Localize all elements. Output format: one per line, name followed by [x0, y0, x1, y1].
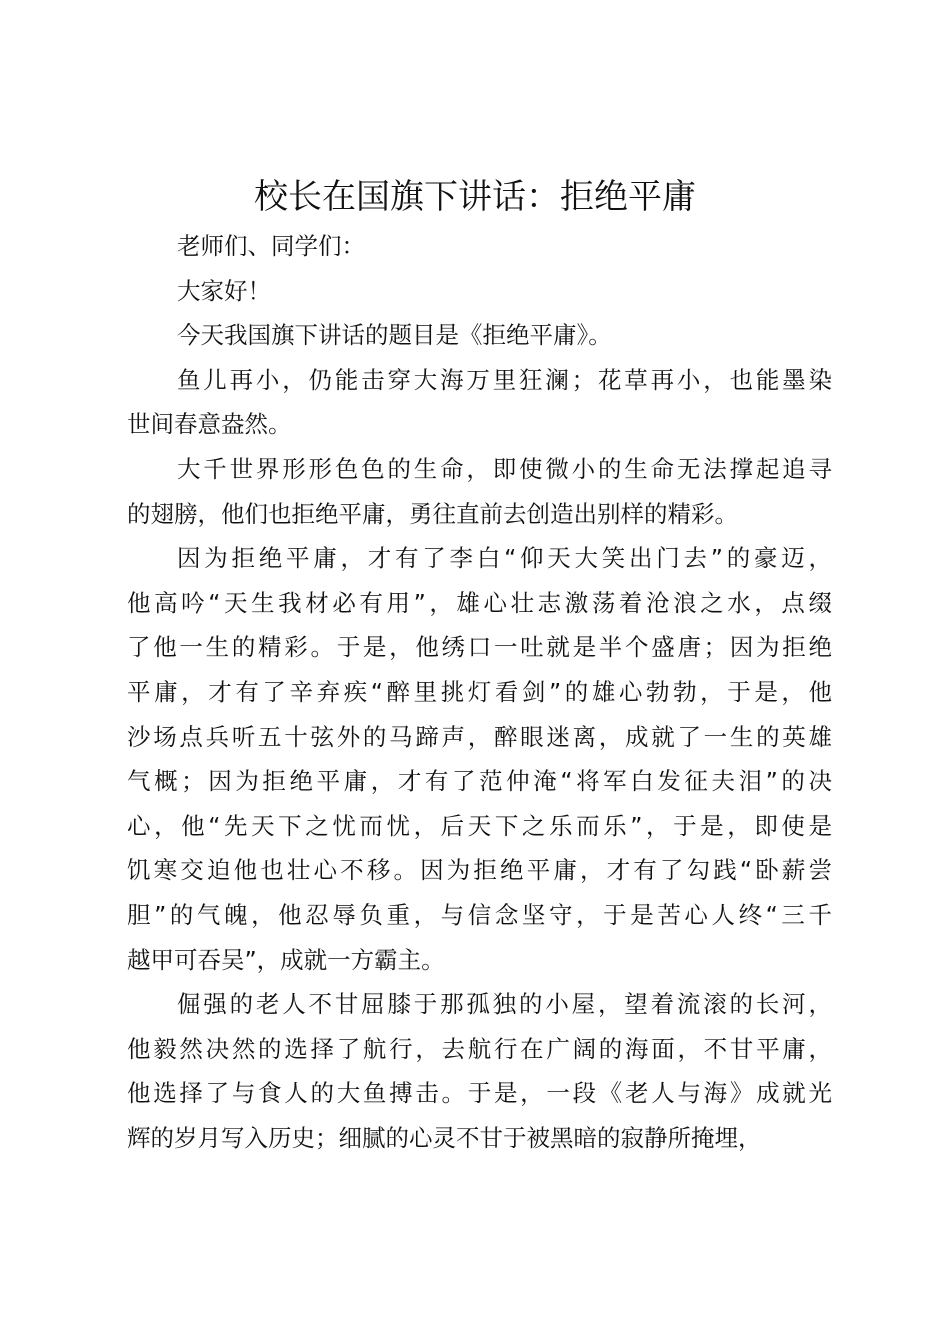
paragraph-line: 今天我国旗下讲话的题目是《拒绝平庸》。 [177, 321, 612, 350]
paragraph-line: 饥寒交迫他也壮心不移。因为拒绝平庸，才有了勾践“卧薪尝 [127, 856, 832, 885]
paragraph [127, 982, 832, 1160]
paragraph [127, 358, 832, 447]
document-title: 校长在国旗下讲话：拒绝平庸 [254, 177, 696, 217]
paragraph [127, 313, 832, 358]
paragraph-line: 大千世界形形色色的生命，即使微小的生命无法撑起追寻 [177, 454, 832, 483]
paragraph-line: 大家好！ [177, 276, 271, 305]
paragraph [127, 447, 832, 536]
paragraph-line: 心，他“先天下之忧而忧，后天下之乐而乐”，于是，即使是 [127, 811, 832, 840]
paragraph-line: 因为拒绝平庸，才有了李白“仰天大笑出门去”的豪迈， [177, 544, 832, 573]
paragraph-line: 世间春意盎然。 [127, 410, 292, 439]
paragraph [127, 269, 832, 314]
paragraph-line: 越甲可吞吴”，成就一方霸主。 [127, 945, 445, 974]
paragraph-line: 了他一生的精彩。于是，他绣口一吐就是半个盛唐；因为拒绝 [127, 633, 832, 662]
paragraph-line: 倔强的老人不甘屈膝于那孤独的小屋，望着流滚的长河， [177, 990, 832, 1019]
paragraph-line: 他高吟“天生我材必有用”，雄心壮志激荡着沧浪之水，点缀 [127, 588, 832, 617]
paragraph-line: 老师们、同学们： [177, 232, 365, 260]
paragraph-line: 平庸，才有了辛弃疾“醉里挑灯看剑”的雄心勃勃，于是，他 [127, 677, 832, 706]
paragraph [127, 224, 832, 269]
paragraph-line: 他选择了与食人的大鱼搏击。于是，一段《老人与海》成就光 [127, 1079, 832, 1108]
paragraph [127, 536, 832, 982]
paragraph-line: 气概；因为拒绝平庸，才有了范仲淹“将军白发征夫泪”的决 [127, 767, 832, 796]
paragraph-line: 辉的岁月写入历史；细腻的心灵不甘于被黑暗的寂静所掩埋， [127, 1123, 762, 1152]
paragraph-line: 沙场点兵听五十弦外的马蹄声，醉眼迷离，成就了一生的英雄 [127, 722, 832, 751]
paragraph-line: 鱼儿再小，仍能击穿大海万里狂澜；花草再小，也能墨染 [177, 365, 832, 394]
document-body [127, 224, 832, 1160]
paragraph-line: 胆”的气魄，他忍辱负重，与信念坚守，于是苦心人终“三千 [127, 900, 832, 929]
paragraph-line: 的翅膀，他们也拒绝平庸，勇往直前去创造出别样的精彩。 [127, 499, 738, 528]
paragraph-line: 他毅然决然的选择了航行，去航行在广阔的海面，不甘平庸， [127, 1034, 832, 1063]
